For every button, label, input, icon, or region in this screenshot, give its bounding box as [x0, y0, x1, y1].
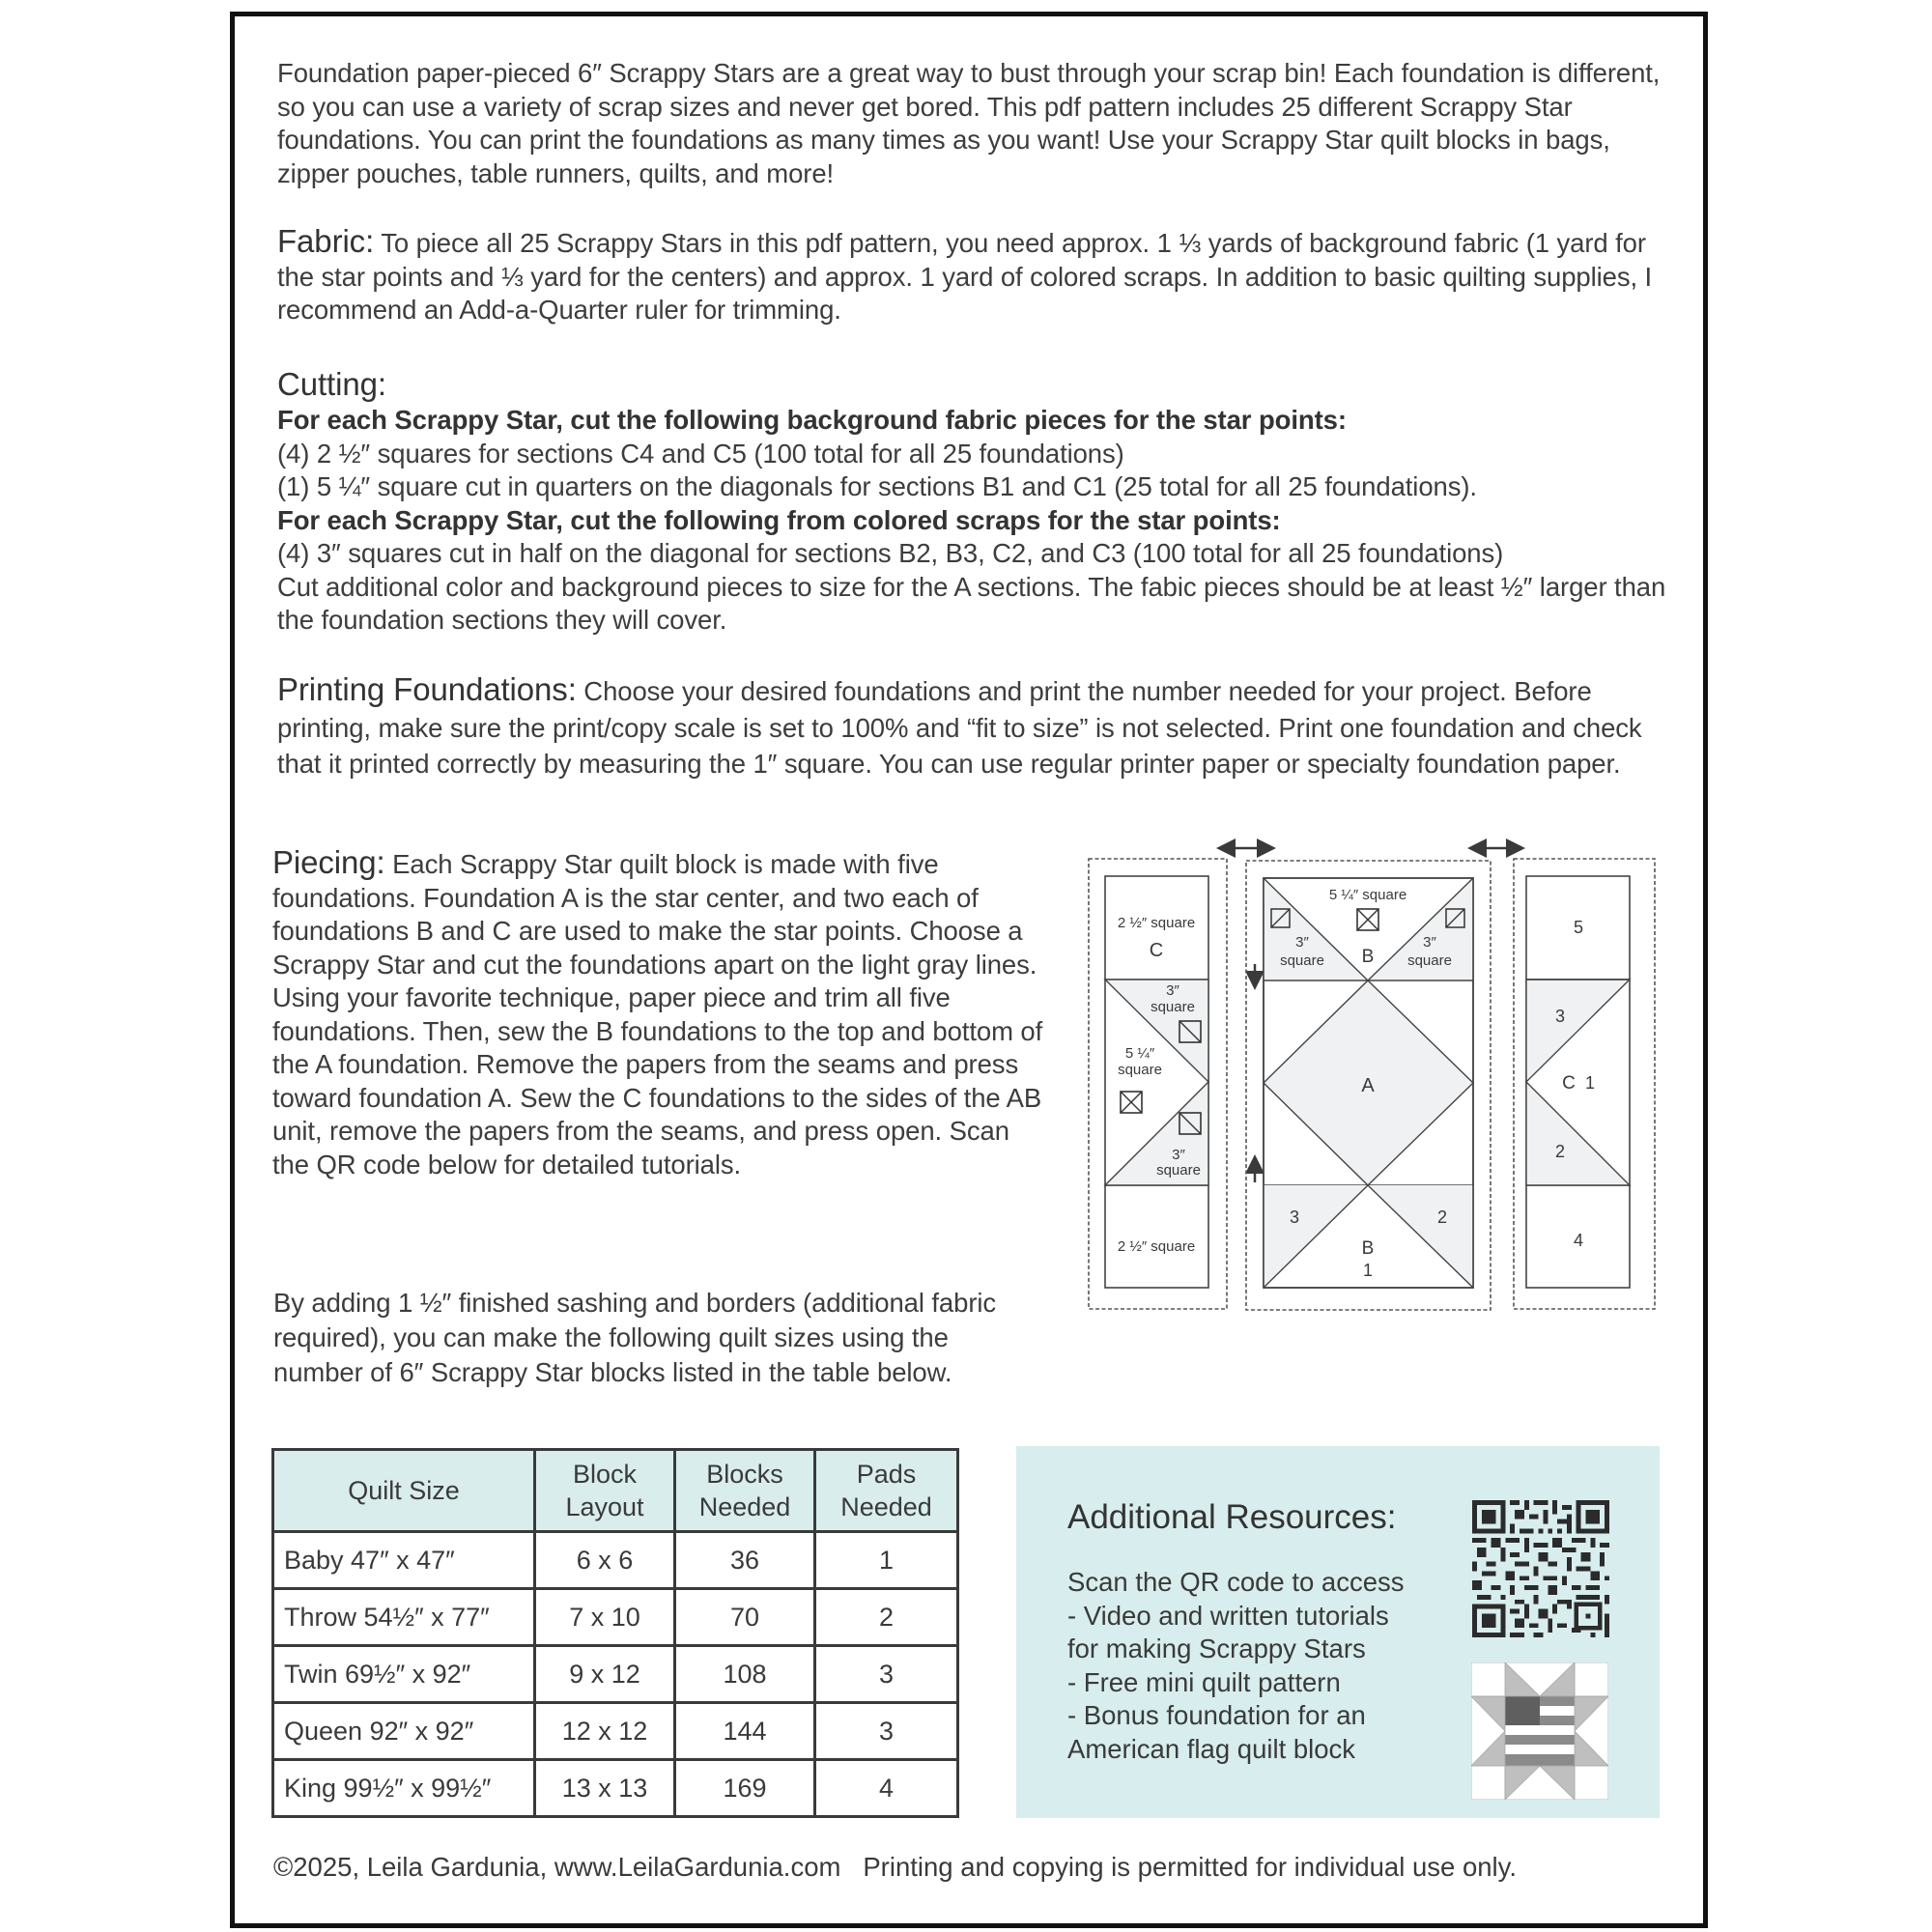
cell-pads-needed: 3 — [815, 1703, 958, 1760]
copyright-text: ©2025, Leila Gardunia, www.LeilaGardunia.com — [273, 1852, 841, 1882]
svg-text:B: B — [1361, 1238, 1375, 1259]
cell-blocks-needed: 169 — [675, 1760, 815, 1817]
table-row — [273, 1760, 958, 1817]
cell-pads-needed: 4 — [815, 1760, 958, 1817]
svg-text:2 ½″ square: 2 ½″ square — [1117, 1238, 1196, 1255]
cutting-section — [277, 365, 1678, 638]
svg-text:square: square — [1156, 1162, 1201, 1179]
svg-text:2 ½″ square: 2 ½″ square — [1117, 915, 1196, 931]
resources-line: American flag quilt block — [1067, 1733, 1356, 1764]
svg-text:B: B — [1361, 947, 1375, 967]
svg-text:1: 1 — [1362, 1261, 1374, 1280]
cutting-heading: Cutting: — [277, 366, 386, 402]
column-header-block-layout: Block Layout — [535, 1450, 675, 1532]
svg-text:3″: 3″ — [1295, 934, 1309, 951]
printing-text: Choose your desired foundations and print the number needed for your project. Before printing, make sure the print/copy scale is set to 100% and “fit to size” is not selected. Print one foundation and check that it printed correctly by measuring the 1″ square. You can use regular printer paper or specialty foundation paper. — [277, 676, 1642, 779]
fabric-text: To piece all 25 Scrappy Stars in this pdf pattern, you need approx. 1 ⅓ yards of background fabric (1 yard for the star points and ⅓ yard for the centers) and approx. 1 yard of colored scraps. In addition to basic quilting supplies, I recommend an Add-a-Quarter ruler for trimming. — [277, 228, 1653, 325]
cell-block-layout: 6 x 6 — [535, 1532, 675, 1589]
cell-blocks-needed: 36 — [675, 1532, 815, 1589]
resources-title: Additional Resources: — [1067, 1498, 1397, 1536]
cell-quilt-size: Baby 47″ x 47″ — [273, 1532, 535, 1589]
flag-star-block-icon — [1471, 1662, 1608, 1800]
cell-pads-needed: 3 — [815, 1646, 958, 1703]
column-header-quilt-size: Quilt Size — [273, 1450, 535, 1532]
cutting-item: (1) 5 ¼″ square cut in quarters on the diagonals for sections B1 and C1 (25 total for all 25 foundations). — [277, 471, 1477, 501]
qr-code-icon[interactable] — [1472, 1500, 1609, 1637]
svg-text:1: 1 — [1584, 1073, 1596, 1093]
cutting-background-heading: For each Scrappy Star, cut the following background fabric pieces for the star points: — [277, 405, 1347, 435]
resources-line: - Free mini quilt pattern — [1067, 1666, 1341, 1697]
printing-section — [277, 671, 1678, 782]
resources-line: for making Scrappy Stars — [1067, 1634, 1366, 1663]
table-header-row — [273, 1450, 958, 1532]
cutting-note: Cut additional color and background pieces to size for the A sections. The fabic pieces should be at least ½″ larger than the foundation sections they will cover. — [277, 571, 1666, 635]
additional-resources-box — [1016, 1446, 1660, 1818]
cell-block-layout: 7 x 10 — [535, 1589, 675, 1646]
piecing-heading: Piecing: — [272, 844, 385, 880]
cutting-item: (4) 3″ squares cut in half on the diagonal for sections B2, B3, C2, and C3 (100 total for all 25 foundations) — [277, 538, 1504, 568]
svg-text:C: C — [1149, 940, 1164, 961]
svg-text:square: square — [1118, 1062, 1162, 1078]
svg-text:3: 3 — [1554, 1007, 1566, 1026]
foundation-ab-center — [1246, 861, 1491, 1310]
quilt-sizes-intro: By adding 1 ½″ finished sashing and borders (additional fabric required), you can make the following quilt sizes using the number of 6″ Scrappy Star blocks listed in the table below. — [273, 1288, 997, 1387]
foundation-c-left — [1089, 859, 1227, 1309]
svg-text:square: square — [1151, 999, 1195, 1015]
resources-body — [1067, 1566, 1454, 1766]
cell-quilt-size: King 99½″ x 99½″ — [273, 1760, 535, 1817]
foundation-c-right — [1514, 859, 1655, 1309]
foundation-diagram — [1072, 831, 1671, 1323]
cell-pads-needed: 2 — [815, 1589, 958, 1646]
cell-block-layout: 9 x 12 — [535, 1646, 675, 1703]
svg-text:5 ¼″: 5 ¼″ — [1124, 1045, 1155, 1062]
printing-heading: Printing Foundations: — [277, 671, 577, 707]
svg-text:3″: 3″ — [1172, 1147, 1185, 1163]
column-header-blocks-needed: Blocks Needed — [675, 1450, 815, 1532]
cell-quilt-size: Throw 54½″ x 77″ — [273, 1589, 535, 1646]
table-row — [273, 1646, 958, 1703]
svg-text:C: C — [1562, 1073, 1576, 1094]
table-row — [273, 1589, 958, 1646]
svg-text:2: 2 — [1436, 1208, 1448, 1227]
piecing-text: Each Scrappy Star quilt block is made with five foundations. Foundation A is the star center, and two each of foundations B and C are used to make the star points. Choose a Scrappy Star and cut the foundations apart on the light gray lines. Using your favorite technique, paper piece and trim all five foundations. Then, sew the B foundations to the top and bottom of the A foundation. Remove the papers from the seams and press toward foundation A. Sew the C foundations to the sides of the AB unit, remove the papers from the seams, and press open. Scan the QR code below for detailed tutorials. — [272, 849, 1043, 1179]
cutting-item: (4) 2 ½″ squares for sections C4 and C5 (100 total for all 25 foundations) — [277, 438, 1124, 469]
column-header-pads-needed: Pads Needed — [815, 1450, 958, 1532]
svg-text:square: square — [1280, 952, 1324, 969]
intro-paragraph: Foundation paper-pieced 6″ Scrappy Stars are a great way to bust through your scrap bin! Each foundation is different, so you can use a variety of scrap sizes and never get bored. This pdf pattern includes 25 different Scrappy Star foundations. You can print the foundations as many times as you want! Use your Scrappy Star quilt blocks in bags, zipper pouches, table runners, quilts, and more! — [277, 58, 1661, 188]
footer — [273, 1852, 1517, 1883]
copy-permission-notice: Printing and copying is permitted for individual use only. — [863, 1852, 1517, 1882]
svg-text:square: square — [1407, 952, 1452, 969]
svg-text:3″: 3″ — [1423, 934, 1436, 951]
svg-text:A: A — [1361, 1075, 1375, 1096]
svg-text:3: 3 — [1289, 1208, 1300, 1227]
cell-pads-needed: 1 — [815, 1532, 958, 1589]
svg-text:5: 5 — [1573, 918, 1584, 937]
fabric-section — [277, 225, 1678, 327]
piecing-section — [272, 846, 1045, 1181]
cell-block-layout: 12 x 12 — [535, 1703, 675, 1760]
table-row — [273, 1532, 958, 1589]
cell-quilt-size: Twin 69½″ x 92″ — [273, 1646, 535, 1703]
cell-quilt-size: Queen 92″ x 92″ — [273, 1703, 535, 1760]
cutting-colored-heading: For each Scrappy Star, cut the following from colored scraps for the star points: — [277, 504, 1281, 535]
svg-text:2: 2 — [1554, 1142, 1566, 1161]
svg-text:4: 4 — [1573, 1231, 1584, 1250]
resources-line: Scan the QR code to access — [1067, 1567, 1405, 1597]
fabric-heading: Fabric: — [277, 223, 375, 259]
cell-blocks-needed: 108 — [675, 1646, 815, 1703]
cell-blocks-needed: 144 — [675, 1703, 815, 1760]
cell-blocks-needed: 70 — [675, 1589, 815, 1646]
table-row — [273, 1703, 958, 1760]
svg-text:3″: 3″ — [1166, 982, 1179, 999]
resources-line: - Video and written tutorials — [1067, 1600, 1389, 1631]
quilt-size-table — [271, 1448, 959, 1818]
resources-line: - Bonus foundation for an — [1067, 1700, 1366, 1730]
svg-text:5 ¼″ square: 5 ¼″ square — [1328, 887, 1407, 903]
cell-block-layout: 13 x 13 — [535, 1760, 675, 1817]
